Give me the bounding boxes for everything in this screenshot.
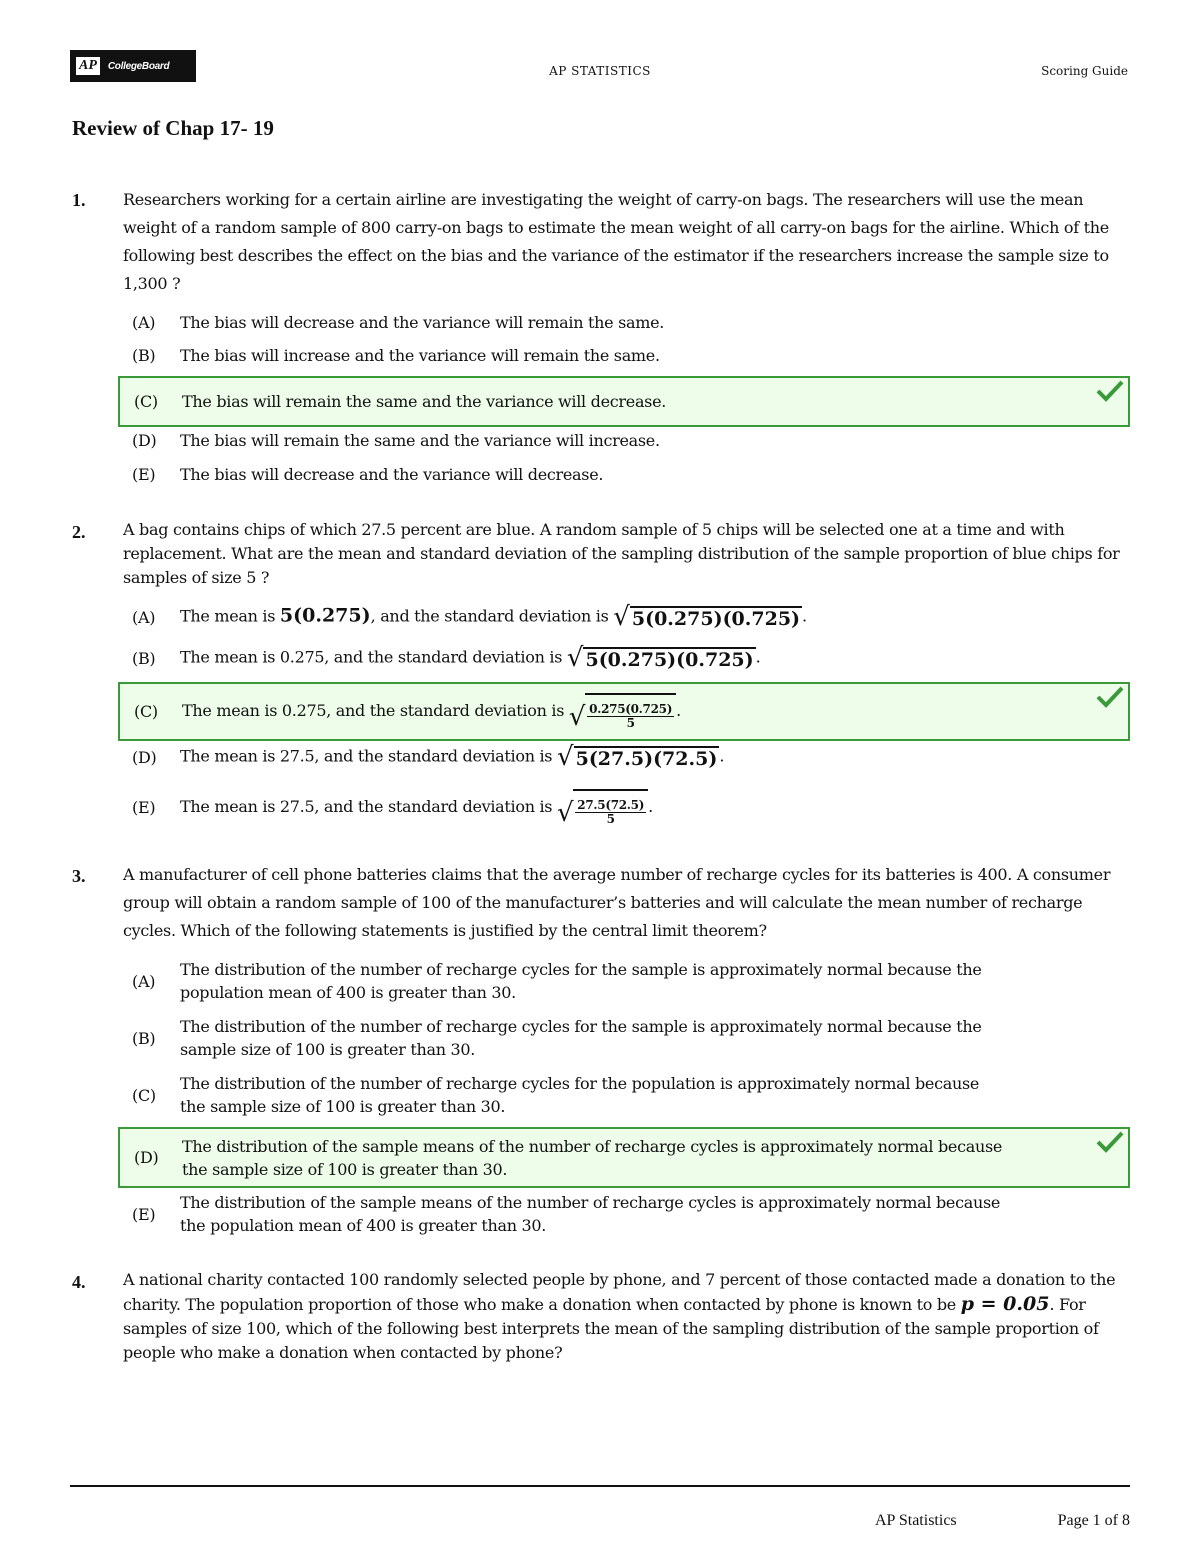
question-3-number: 3. — [72, 866, 86, 886]
question-3-option-d-correct[interactable] — [118, 1127, 1130, 1188]
option-text: The mean is 5(0.275), and the standard deviation is √ 5(0.275)(0.725) . — [180, 602, 807, 632]
option-label: (A) — [132, 971, 156, 991]
option-label: (E) — [132, 1204, 156, 1224]
option-text: The mean is 27.5, and the standard deviation is √ $\frac{27.5(72.5)}{5}$ . — [180, 789, 1130, 826]
footer-page-number: Page 1 of 8 — [1057, 1512, 1130, 1529]
question-1-text: Researchers working for a certain airline are investigating the weight of carry-on bags. The researchers will use the mean weight of a random sample of 800 carry-on bags to estimate the mean weight of all carry-on bags for the airline. Which of the following best describes the effect on the bias and the variance of the estimator if the researchers increase the sample size to 1,300 ? — [123, 190, 1109, 293]
question-2-option-d[interactable] — [118, 740, 1130, 774]
option-label: (B) — [132, 345, 156, 365]
header-scoring-guide: Scoring Guide — [1041, 64, 1128, 78]
square-root-expression: √ 5(0.275)(0.725) — [613, 602, 801, 632]
option-label: (C) — [134, 702, 158, 721]
question-4-text: A national charity contacted 100 randomly selected people by phone, and 7 percent of those contacted made a donation to the charity. The population proportion of those who make a donation when contacted by phone is known to be p = 0.05. For samples of size 100, which of the following best interprets the mean of the sampling distribution of the sample proportion of people who make a donation when contacted by phone? — [123, 1270, 1116, 1362]
checkmark-icon — [1096, 686, 1124, 708]
logo-ap-text: AP — [76, 57, 100, 75]
question-3-option-e[interactable] — [118, 1189, 1130, 1239]
question-1-option-c-correct[interactable] — [118, 376, 1130, 427]
option-text: The mean is 27.5, and the standard deviation is √ 5(27.5)(72.5) . — [180, 742, 725, 772]
question-1-number: 1. — [72, 190, 86, 210]
square-root-expression: √ 5(27.5)(72.5) — [557, 742, 718, 772]
question-3-option-c[interactable] — [118, 1070, 1130, 1120]
question-1-option-a[interactable] — [118, 308, 1130, 336]
footer-course: AP Statistics — [875, 1512, 957, 1529]
option-text: The bias will decrease and the variance will decrease. — [180, 464, 604, 484]
option-text: The bias will remain the same and the variance will increase. — [180, 430, 660, 450]
option-label: (D) — [134, 1148, 159, 1167]
question-4-number: 4. — [72, 1272, 86, 1292]
option-label: (E) — [132, 464, 156, 484]
footer-divider — [70, 1485, 1130, 1487]
logo-collegeboard-text: CollegeBoard — [107, 60, 170, 72]
option-text: The distribution of the number of recharge cycles for the sample is approximately normal because the population mean of 400 is greater than 30. — [180, 960, 982, 1002]
option-label: (B) — [132, 648, 156, 668]
option-label: (E) — [132, 797, 156, 817]
checkmark-icon — [1096, 1131, 1124, 1153]
question-3-text: A manufacturer of cell phone batteries claims that the average number of recharge cycles for its batteries is 400. A consumer group will obtain a random sample of 100 of the manufacturer’s batteries and will calculate the mean number of recharge cycles. Which of the following statements is justified by the central limit theorem? — [123, 865, 1111, 940]
question-2-option-c-correct[interactable] — [118, 682, 1130, 741]
square-root-fraction: √ $\frac{0.275(0.725)}{5}$ — [569, 693, 676, 730]
option-label: (C) — [134, 392, 158, 411]
option-label: (B) — [132, 1028, 156, 1048]
question-2-option-b[interactable] — [118, 641, 1130, 675]
page-title: Review of Chap 17- 19 — [72, 116, 274, 140]
option-label: (A) — [132, 312, 156, 332]
option-text: The distribution of the sample means of the number of recharge cycles is approximately normal because the sample size of 100 is greater than 30. — [182, 1136, 1003, 1179]
question-2-number: 2. — [72, 522, 86, 542]
option-text: The bias will decrease and the variance will remain the same. — [180, 312, 665, 332]
question-2-option-a[interactable] — [118, 600, 1130, 634]
option-text: The mean is 0.275, and the standard deviation is √ 5(0.275)(0.725) . — [180, 643, 761, 673]
question-1-option-e[interactable] — [118, 460, 1130, 488]
option-label: (D) — [132, 430, 157, 450]
question-1-option-d[interactable] — [118, 426, 1130, 454]
option-text: The bias will increase and the variance will remain the same. — [180, 345, 660, 365]
option-text: The distribution of the number of recharge cycles for the population is approximately normal because the sample size of 100 is greater than 30. — [180, 1074, 980, 1116]
option-label: (D) — [132, 747, 157, 767]
header-course-title: AP STATISTICS — [549, 64, 651, 78]
option-label: (A) — [132, 607, 156, 627]
option-text: The distribution of the sample means of the number of recharge cycles is approximately normal because the population mean of 400 is greater than 30. — [180, 1193, 1001, 1235]
math-mean: 5(0.275) — [279, 604, 371, 627]
square-root-expression: √ 5(0.275)(0.725) — [566, 643, 754, 673]
question-3-option-a[interactable] — [118, 956, 1130, 1006]
question-2-option-e[interactable] — [118, 784, 1130, 830]
option-text: The bias will remain the same and the variance will decrease. — [182, 392, 667, 411]
math-p-value: p = 0.05 — [960, 1293, 1050, 1315]
question-1-option-b[interactable] — [118, 341, 1130, 369]
option-text: The distribution of the number of recharge cycles for the sample is approximately normal because the sample size of 100 is greater than 30. — [180, 1017, 982, 1059]
checkmark-icon — [1096, 380, 1124, 402]
option-label: (C) — [132, 1085, 156, 1105]
square-root-fraction: √ $\frac{27.5(72.5)}{5}$ — [557, 789, 648, 826]
question-2-text: A bag contains chips of which 27.5 percent are blue. A random sample of 5 chips will be selected one at a time and with replacement. What are the mean and standard deviation of the sampling distribution of the sample proportion of blue chips for samples of size 5 ? — [123, 520, 1120, 587]
option-text: The mean is 0.275, and the standard deviation is √ $\frac{0.275(0.725)}{5}$ . — [182, 693, 1128, 730]
question-3-option-b[interactable] — [118, 1013, 1130, 1063]
